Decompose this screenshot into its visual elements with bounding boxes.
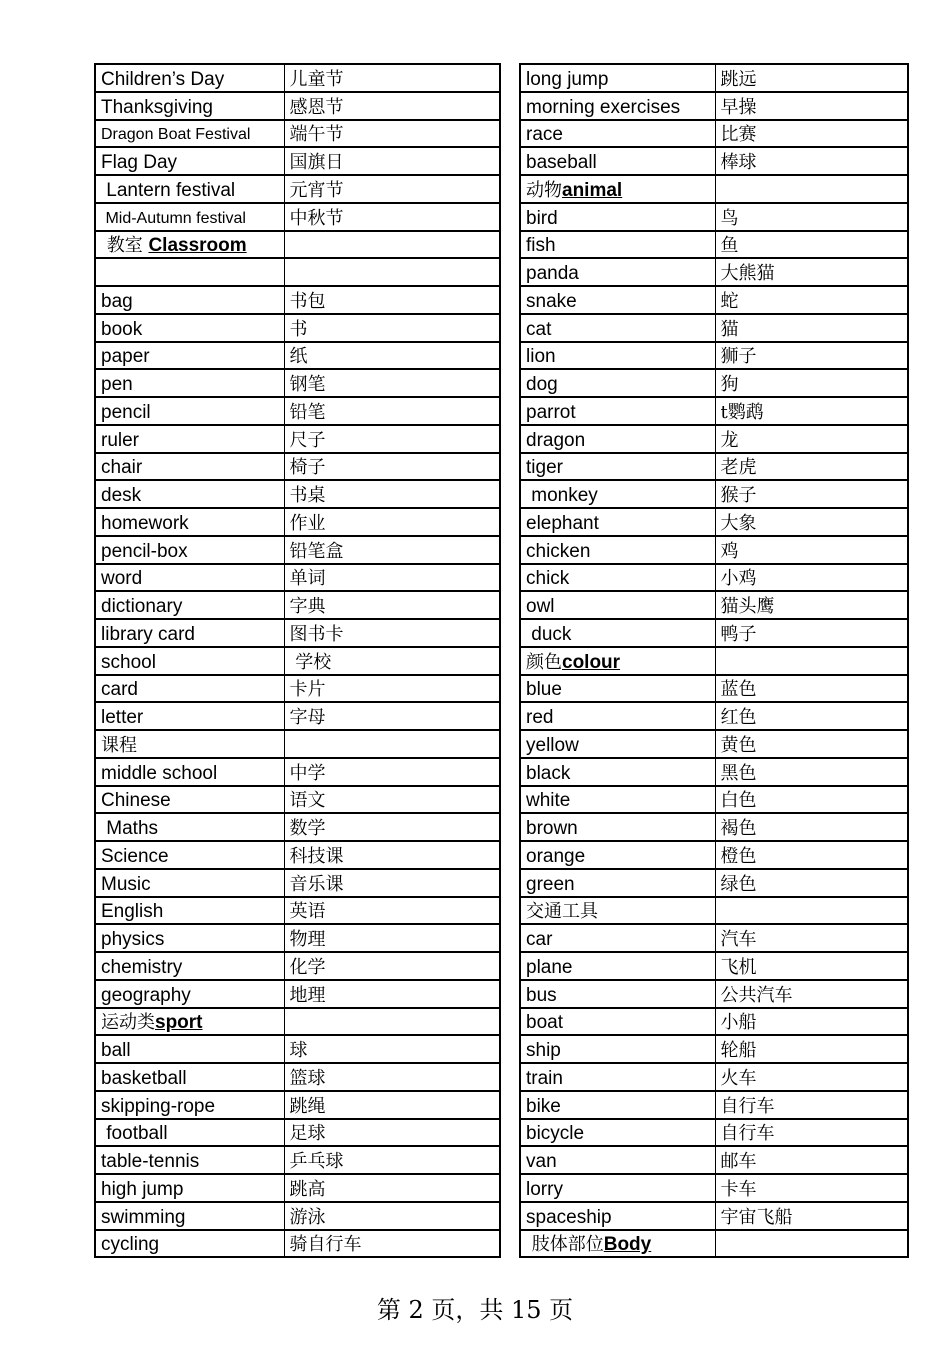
chinese-translation-cell: 老虎 xyxy=(715,453,908,481)
table-row xyxy=(95,453,500,481)
english-word-cell: Children’s Day xyxy=(95,64,284,92)
table-row xyxy=(520,453,908,481)
english-word-cell: black xyxy=(520,758,715,786)
section-header-chinese: 动物 xyxy=(526,179,562,201)
chinese-translation-cell: 铅笔 xyxy=(284,397,500,425)
chinese-translation-cell: 感恩节 xyxy=(284,92,500,120)
table-row xyxy=(520,564,908,592)
english-word-cell: elephant xyxy=(520,508,715,536)
section-header-english: sport xyxy=(155,1012,203,1034)
chinese-translation-cell: 绿色 xyxy=(715,869,908,897)
english-word-cell: skipping-rope xyxy=(95,1091,284,1119)
english-word-cell: orange xyxy=(520,841,715,869)
table-row xyxy=(520,508,908,536)
english-word-cell: desk xyxy=(95,480,284,508)
english-word-cell: lion xyxy=(520,342,715,370)
chinese-translation-cell: 端午节 xyxy=(284,120,500,148)
vocab-table-right-body xyxy=(520,64,908,1257)
table-row xyxy=(520,314,908,342)
english-word-cell: fish xyxy=(520,231,715,259)
chinese-translation-cell: 书包 xyxy=(284,286,500,314)
section-header-cell xyxy=(520,1230,715,1258)
vocab-table-right xyxy=(519,63,909,1258)
english-word-cell: Maths xyxy=(95,813,284,841)
english-word-cell: car xyxy=(520,924,715,952)
table-row xyxy=(520,897,908,925)
chinese-translation-cell: 中学 xyxy=(284,758,500,786)
table-row xyxy=(95,1119,500,1147)
table-row xyxy=(520,702,908,730)
chinese-translation-cell: 学校 xyxy=(284,647,500,675)
chinese-translation-cell xyxy=(284,1008,500,1036)
section-header-english: Body xyxy=(603,1234,652,1256)
table-row xyxy=(520,425,908,453)
section-header-cell xyxy=(95,730,284,758)
table-row xyxy=(95,1008,500,1036)
english-word-cell: football xyxy=(95,1119,284,1147)
chinese-translation-cell: 大熊猫 xyxy=(715,258,908,286)
english-word-cell: Thanksgiving xyxy=(95,92,284,120)
english-word-cell: school xyxy=(95,647,284,675)
chinese-translation-cell: 中秋节 xyxy=(284,203,500,231)
table-row xyxy=(95,203,500,231)
english-word-cell: basketball xyxy=(95,1063,284,1091)
table-row xyxy=(95,231,500,259)
chinese-translation-cell: 蛇 xyxy=(715,286,908,314)
chinese-translation-cell: 物理 xyxy=(284,924,500,952)
english-word-cell: table-tennis xyxy=(95,1146,284,1174)
english-word-cell: plane xyxy=(520,952,715,980)
chinese-translation-cell: 图书卡 xyxy=(284,619,500,647)
english-word-cell: pencil-box xyxy=(95,536,284,564)
table-row xyxy=(95,64,500,92)
english-word-cell: lorry xyxy=(520,1174,715,1202)
chinese-translation-cell: 语文 xyxy=(284,786,500,814)
vocab-table-left-body xyxy=(95,64,500,1257)
chinese-translation-cell: 字母 xyxy=(284,702,500,730)
section-header-cell xyxy=(520,897,715,925)
table-row xyxy=(520,758,908,786)
english-word-cell: duck xyxy=(520,619,715,647)
english-word-cell: bicycle xyxy=(520,1119,715,1147)
english-word-cell: cat xyxy=(520,314,715,342)
table-row xyxy=(520,1146,908,1174)
english-word-cell: morning exercises xyxy=(520,92,715,120)
table-row xyxy=(520,231,908,259)
section-header-cell xyxy=(520,647,715,675)
table-row xyxy=(520,1202,908,1230)
chinese-translation-cell: 椅子 xyxy=(284,453,500,481)
section-header-chinese: 交通工具 xyxy=(526,901,598,923)
english-word-cell: panda xyxy=(520,258,715,286)
chinese-translation-cell: 骑自行车 xyxy=(284,1230,500,1258)
table-row xyxy=(95,924,500,952)
table-row xyxy=(95,92,500,120)
chinese-translation-cell: 自行车 xyxy=(715,1119,908,1147)
table-row xyxy=(95,1146,500,1174)
english-word-cell: physics xyxy=(95,924,284,952)
table-row xyxy=(95,1230,500,1258)
english-word-cell: green xyxy=(520,869,715,897)
english-word-cell: red xyxy=(520,702,715,730)
english-word-cell: ruler xyxy=(95,425,284,453)
table-row xyxy=(520,1035,908,1063)
table-row xyxy=(520,952,908,980)
section-header-cell xyxy=(95,1008,284,1036)
chinese-translation-cell: 纸 xyxy=(284,342,500,370)
table-row xyxy=(520,813,908,841)
table-row xyxy=(520,203,908,231)
english-word-cell: ship xyxy=(520,1035,715,1063)
chinese-translation-cell: 音乐课 xyxy=(284,869,500,897)
table-row xyxy=(520,730,908,758)
chinese-translation-cell: 火车 xyxy=(715,1063,908,1091)
chinese-translation-cell: 小鸡 xyxy=(715,564,908,592)
table-row xyxy=(520,120,908,148)
english-word-cell: white xyxy=(520,786,715,814)
table-row xyxy=(520,841,908,869)
page-footer: 第 2 页，共 15 页 xyxy=(376,1296,574,1324)
chinese-translation-cell: 小船 xyxy=(715,1008,908,1036)
chinese-translation-cell: 鱼 xyxy=(715,231,908,259)
table-row xyxy=(520,286,908,314)
chinese-translation-cell: 化学 xyxy=(284,952,500,980)
table-row xyxy=(95,508,500,536)
chinese-translation-cell: 字典 xyxy=(284,591,500,619)
chinese-translation-cell: 狮子 xyxy=(715,342,908,370)
table-row xyxy=(95,120,500,148)
chinese-translation-cell: 轮船 xyxy=(715,1035,908,1063)
chinese-translation-cell: 狗 xyxy=(715,369,908,397)
chinese-translation-cell: 鸭子 xyxy=(715,619,908,647)
chinese-translation-cell: 橙色 xyxy=(715,841,908,869)
table-row xyxy=(520,342,908,370)
section-header-chinese: 运动类 xyxy=(101,1012,155,1034)
english-word-cell: dog xyxy=(520,369,715,397)
table-row xyxy=(95,314,500,342)
english-word-cell: chemistry xyxy=(95,952,284,980)
table-row xyxy=(95,258,500,286)
chinese-translation-cell: 卡车 xyxy=(715,1174,908,1202)
chinese-translation-cell xyxy=(715,897,908,925)
table-row xyxy=(95,702,500,730)
table-row xyxy=(520,369,908,397)
chinese-translation-cell: 黑色 xyxy=(715,758,908,786)
section-header-chinese: 教室 xyxy=(101,235,149,257)
table-row xyxy=(95,897,500,925)
english-word-cell: bike xyxy=(520,1091,715,1119)
table-row xyxy=(95,397,500,425)
chinese-translation-cell: 鸟 xyxy=(715,203,908,231)
chinese-translation-cell: 早操 xyxy=(715,92,908,120)
chinese-translation-cell: 钢笔 xyxy=(284,369,500,397)
chinese-translation-cell: 白色 xyxy=(715,786,908,814)
english-word-cell: van xyxy=(520,1146,715,1174)
table-row xyxy=(520,980,908,1008)
table-row xyxy=(520,1174,908,1202)
table-row xyxy=(520,869,908,897)
section-header-cell xyxy=(520,175,715,203)
english-word-cell: letter xyxy=(95,702,284,730)
chinese-translation-cell xyxy=(715,1230,908,1258)
english-word-cell: blue xyxy=(520,675,715,703)
table-row xyxy=(520,924,908,952)
chinese-translation-cell: 元宵节 xyxy=(284,175,500,203)
table-row xyxy=(520,175,908,203)
section-header-english: colour xyxy=(562,651,621,673)
chinese-translation-cell: 蓝色 xyxy=(715,675,908,703)
section-header-chinese: 课程 xyxy=(101,734,137,756)
chinese-translation-cell: 猫 xyxy=(715,314,908,342)
table-row xyxy=(95,813,500,841)
table-row xyxy=(95,342,500,370)
english-word-cell: bus xyxy=(520,980,715,1008)
table-row xyxy=(520,1119,908,1147)
table-row xyxy=(95,980,500,1008)
english-word-cell: Dragon Boat Festival xyxy=(95,120,284,148)
english-word-cell: train xyxy=(520,1063,715,1091)
table-row xyxy=(95,1202,500,1230)
english-word-cell: English xyxy=(95,897,284,925)
table-row xyxy=(95,147,500,175)
english-word-cell: Music xyxy=(95,869,284,897)
table-row xyxy=(95,1035,500,1063)
table-row xyxy=(95,591,500,619)
chinese-translation-cell: 比赛 xyxy=(715,120,908,148)
table-row xyxy=(95,786,500,814)
chinese-translation-cell: 英语 xyxy=(284,897,500,925)
english-word-cell: bag xyxy=(95,286,284,314)
table-row xyxy=(95,1174,500,1202)
chinese-translation-cell: 棒球 xyxy=(715,147,908,175)
chinese-translation-cell: 大象 xyxy=(715,508,908,536)
table-row xyxy=(520,147,908,175)
chinese-translation-cell: 褐色 xyxy=(715,813,908,841)
chinese-translation-cell: 足球 xyxy=(284,1119,500,1147)
table-row xyxy=(520,1008,908,1036)
english-word-cell: yellow xyxy=(520,730,715,758)
table-row xyxy=(520,1230,908,1258)
table-row xyxy=(520,675,908,703)
table-row xyxy=(520,92,908,120)
english-word-cell: spaceship xyxy=(520,1202,715,1230)
english-word-cell: Science xyxy=(95,841,284,869)
english-word-cell: boat xyxy=(520,1008,715,1036)
chinese-translation-cell: 乒乓球 xyxy=(284,1146,500,1174)
chinese-translation-cell: 飞机 xyxy=(715,952,908,980)
english-word-cell: middle school xyxy=(95,758,284,786)
table-row xyxy=(520,480,908,508)
table-row xyxy=(95,647,500,675)
table-row xyxy=(520,591,908,619)
english-word-cell: Flag Day xyxy=(95,147,284,175)
chinese-translation-cell: 国旗日 xyxy=(284,147,500,175)
chinese-translation-cell: 游泳 xyxy=(284,1202,500,1230)
section-header-english: animal xyxy=(562,179,623,201)
english-word-cell: book xyxy=(95,314,284,342)
table-row xyxy=(95,869,500,897)
table-row xyxy=(95,1063,500,1091)
english-word-cell: long jump xyxy=(520,64,715,92)
table-row xyxy=(520,64,908,92)
english-word-cell: chicken xyxy=(520,536,715,564)
english-word-cell: race xyxy=(520,120,715,148)
table-row xyxy=(520,536,908,564)
chinese-translation-cell: 球 xyxy=(284,1035,500,1063)
table-row xyxy=(95,425,500,453)
section-header-chinese: 肢体部位 xyxy=(526,1234,604,1256)
english-word-cell: baseball xyxy=(520,147,715,175)
english-word-cell: high jump xyxy=(95,1174,284,1202)
english-word-cell: Mid-Autumn festival xyxy=(95,203,284,231)
english-word-cell: chick xyxy=(520,564,715,592)
chinese-translation-cell: 猫头鹰 xyxy=(715,591,908,619)
chinese-translation-cell: 公共汽车 xyxy=(715,980,908,1008)
table-row xyxy=(95,619,500,647)
chinese-translation-cell: 科技课 xyxy=(284,841,500,869)
chinese-translation-cell xyxy=(284,730,500,758)
table-row xyxy=(520,647,908,675)
chinese-translation-cell: 卡片 xyxy=(284,675,500,703)
english-word-cell: paper xyxy=(95,342,284,370)
english-word-cell: bird xyxy=(520,203,715,231)
english-word-cell: geography xyxy=(95,980,284,1008)
chinese-translation-cell: 书桌 xyxy=(284,480,500,508)
english-word-cell: monkey xyxy=(520,480,715,508)
chinese-translation-cell: 尺子 xyxy=(284,425,500,453)
english-word-cell: cycling xyxy=(95,1230,284,1258)
chinese-translation-cell: 鸡 xyxy=(715,536,908,564)
english-word-cell: chair xyxy=(95,453,284,481)
chinese-translation-cell: 书 xyxy=(284,314,500,342)
english-word-cell: snake xyxy=(520,286,715,314)
chinese-translation-cell: 跳远 xyxy=(715,64,908,92)
table-row xyxy=(95,480,500,508)
chinese-translation-cell: 跳高 xyxy=(284,1174,500,1202)
chinese-translation-cell: 单词 xyxy=(284,564,500,592)
chinese-translation-cell xyxy=(284,231,500,259)
english-word-cell: swimming xyxy=(95,1202,284,1230)
table-row xyxy=(520,619,908,647)
english-word-cell xyxy=(95,258,284,286)
table-row xyxy=(95,841,500,869)
chinese-translation-cell: 篮球 xyxy=(284,1063,500,1091)
chinese-translation-cell xyxy=(715,175,908,203)
chinese-translation-cell: 跳绳 xyxy=(284,1091,500,1119)
chinese-translation-cell: 宇宙飞船 xyxy=(715,1202,908,1230)
english-word-cell: word xyxy=(95,564,284,592)
table-row xyxy=(95,758,500,786)
table-row xyxy=(95,675,500,703)
english-word-cell: brown xyxy=(520,813,715,841)
section-header-cell xyxy=(95,231,284,259)
table-row xyxy=(520,786,908,814)
english-word-cell: ball xyxy=(95,1035,284,1063)
table-row xyxy=(95,286,500,314)
table-row xyxy=(520,258,908,286)
table-row xyxy=(95,369,500,397)
chinese-translation-cell: 地理 xyxy=(284,980,500,1008)
section-header-english: Classroom xyxy=(148,235,247,257)
chinese-translation-cell: 自行车 xyxy=(715,1091,908,1119)
table-row xyxy=(95,175,500,203)
chinese-translation-cell: 邮车 xyxy=(715,1146,908,1174)
chinese-translation-cell: 黄色 xyxy=(715,730,908,758)
english-word-cell: Chinese xyxy=(95,786,284,814)
table-row xyxy=(95,1091,500,1119)
chinese-translation-cell: 铅笔盒 xyxy=(284,536,500,564)
english-word-cell: library card xyxy=(95,619,284,647)
english-word-cell: Lantern festival xyxy=(95,175,284,203)
section-header-chinese: 颜色 xyxy=(526,651,562,673)
english-word-cell: tiger xyxy=(520,453,715,481)
english-word-cell: pencil xyxy=(95,397,284,425)
vocab-table-left xyxy=(94,63,501,1258)
english-word-cell: pen xyxy=(95,369,284,397)
table-row xyxy=(520,1063,908,1091)
english-word-cell: parrot xyxy=(520,397,715,425)
table-row xyxy=(95,952,500,980)
table-row xyxy=(95,536,500,564)
english-word-cell: card xyxy=(95,675,284,703)
chinese-translation-cell: 龙 xyxy=(715,425,908,453)
english-word-cell: dragon xyxy=(520,425,715,453)
chinese-translation-cell: 汽车 xyxy=(715,924,908,952)
chinese-translation-cell: 作业 xyxy=(284,508,500,536)
english-word-cell: owl xyxy=(520,591,715,619)
chinese-translation-cell: 猴子 xyxy=(715,480,908,508)
table-row xyxy=(520,1091,908,1119)
chinese-translation-cell: 红色 xyxy=(715,702,908,730)
table-row xyxy=(95,564,500,592)
table-row xyxy=(520,397,908,425)
chinese-translation-cell xyxy=(284,258,500,286)
chinese-translation-cell: 儿童节 xyxy=(284,64,500,92)
chinese-translation-cell: t鹦鹉 xyxy=(715,397,908,425)
chinese-translation-cell xyxy=(715,647,908,675)
table-row xyxy=(95,730,500,758)
english-word-cell: dictionary xyxy=(95,591,284,619)
english-word-cell: homework xyxy=(95,508,284,536)
chinese-translation-cell: 数学 xyxy=(284,813,500,841)
